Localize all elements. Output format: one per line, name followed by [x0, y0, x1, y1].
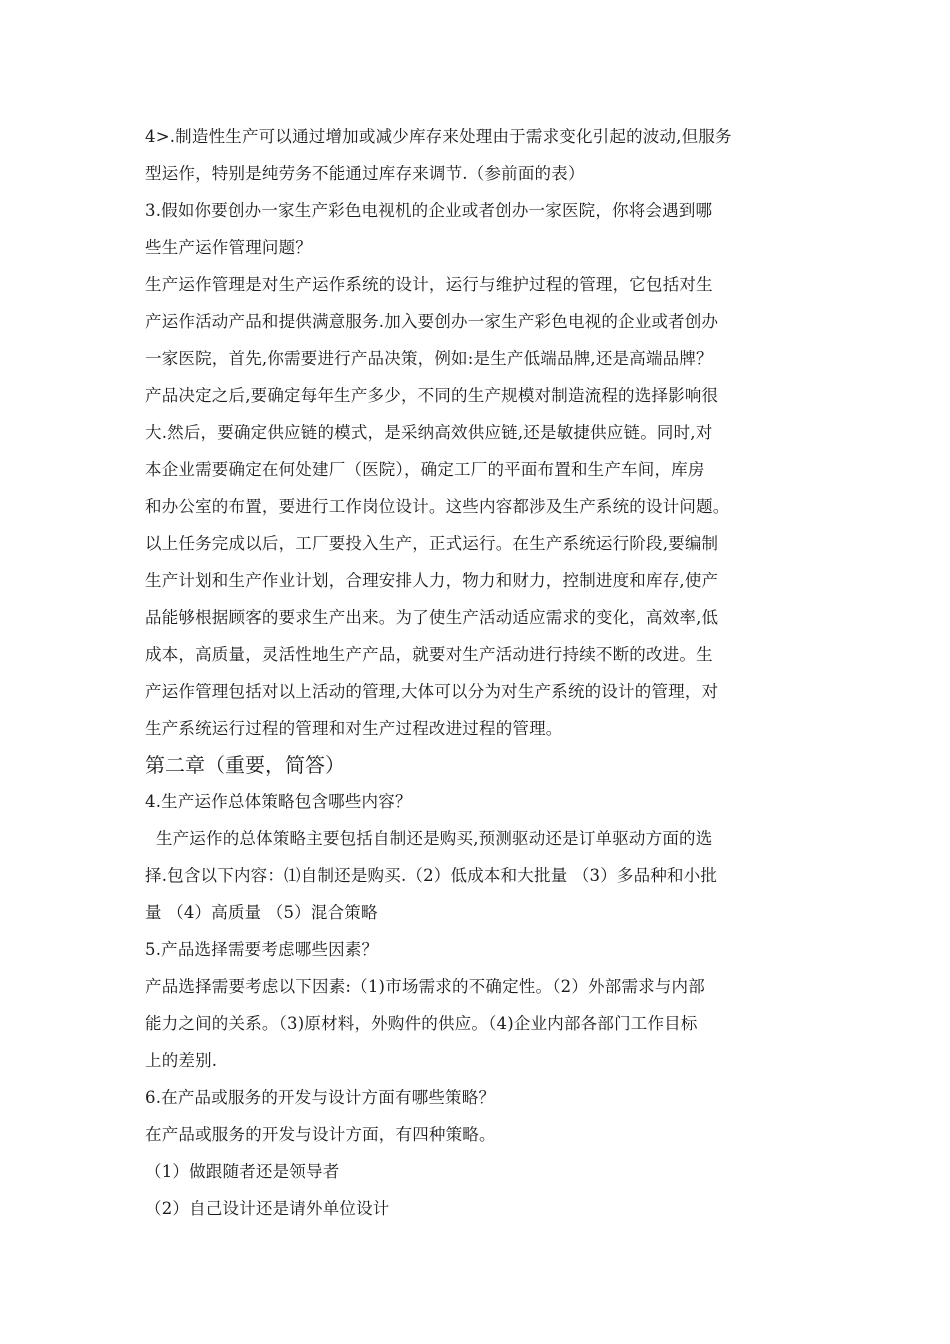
answer-line: 产品决定之后,要确定每年生产多少，不同的生产规模对制造流程的选择影响很 — [145, 386, 719, 405]
answer-line: 品能够根据顾客的要求生产出来。为了使生产活动适应需求的变化，高效率,低 — [145, 608, 719, 627]
text-line: 4>.制造性生产可以通过增加或减少库存来处理由于需求变化引起的波动,但服务 — [145, 127, 732, 146]
answer-line: 量 （4）高质量 （5）混合策略 — [145, 903, 378, 922]
answer-line: 生产运作的总体策略主要包括自制还是购买,预测驱动还是订单驱动方面的选 — [145, 829, 713, 848]
answer-line: 一家医院，首先,你需要进行产品决策，例如:是生产低端品牌,还是高端品牌？ — [145, 349, 713, 368]
answer-line: 产运作活动产品和提供满意服务.加入要创办一家生产彩色电视的企业或者创办 — [145, 312, 719, 331]
answer-line: 择.包含以下内容：⑴自制还是购买.（2）低成本和大批量 （3）多品种和小批 — [145, 866, 718, 885]
answer-line: 和办公室的布置，要进行工作岗位设计。这些内容都涉及生产系统的设计问题。 — [145, 497, 730, 516]
document-body — [145, 118, 845, 1227]
answer-line: 上的差别. — [145, 1051, 218, 1070]
question-3: 3.假如你要创办一家生产彩色电视机的企业或者创办一家医院，你将会遇到哪 — [145, 201, 713, 220]
answer-line: 生产系统运行过程的管理和对生产过程改进过程的管理。 — [145, 719, 563, 738]
answer-line: 大.然后，要确定供应链的模式，是采纳高效供应链,还是敏捷供应链。同时,对 — [145, 423, 713, 442]
question-5: 5.产品选择需要考虑哪些因素？ — [145, 940, 379, 959]
answer-line: 产品选择需要考虑以下因素:（1)市场需求的不确定性。（2）外部需求与内部 — [145, 977, 705, 996]
list-item: （2）自己设计还是请外单位设计 — [145, 1199, 390, 1218]
question-4: 4.生产运作总体策略包含哪些内容？ — [145, 792, 412, 811]
answer-line: 本企业需要确定在何处建厂（医院），确定工厂的平面布置和生产车间，库房 — [145, 460, 705, 479]
answer-line: 成本，高质量，灵活性地生产产品，就要对生产活动进行持续不断的改进。生 — [145, 645, 713, 664]
answer-line: 生产运作管理是对生产运作系统的设计，运行与维护过程的管理，它包括对生 — [145, 275, 713, 294]
chapter-heading: 第二章（重要，简答） — [145, 753, 345, 777]
question-6: 6.在产品或服务的开发与设计方面有哪些策略？ — [145, 1088, 496, 1107]
question-3-cont: 些生产运作管理问题？ — [145, 238, 312, 257]
text-line: 型运作，特别是纯劳务不能通过库存来调节.（参前面的表） — [145, 164, 585, 183]
answer-line: 在产品或服务的开发与设计方面，有四种策略。 — [145, 1125, 496, 1144]
answer-line: 生产计划和生产作业计划，合理安排人力，物力和财力，控制进度和库存,使产 — [145, 571, 719, 590]
answer-line: 以上任务完成以后，工厂要投入生产，正式运行。在生产系统运行阶段,要编制 — [145, 534, 719, 553]
answer-line: 产运作管理包括对以上活动的管理,大体可以分为对生产系统的设计的管理，对 — [145, 682, 719, 701]
list-item: （1）做跟随者还是领导者 — [145, 1162, 340, 1181]
answer-line: 能力之间的关系。（3)原材料，外购件的供应。（4)企业内部各部门工作目标 — [145, 1014, 698, 1033]
